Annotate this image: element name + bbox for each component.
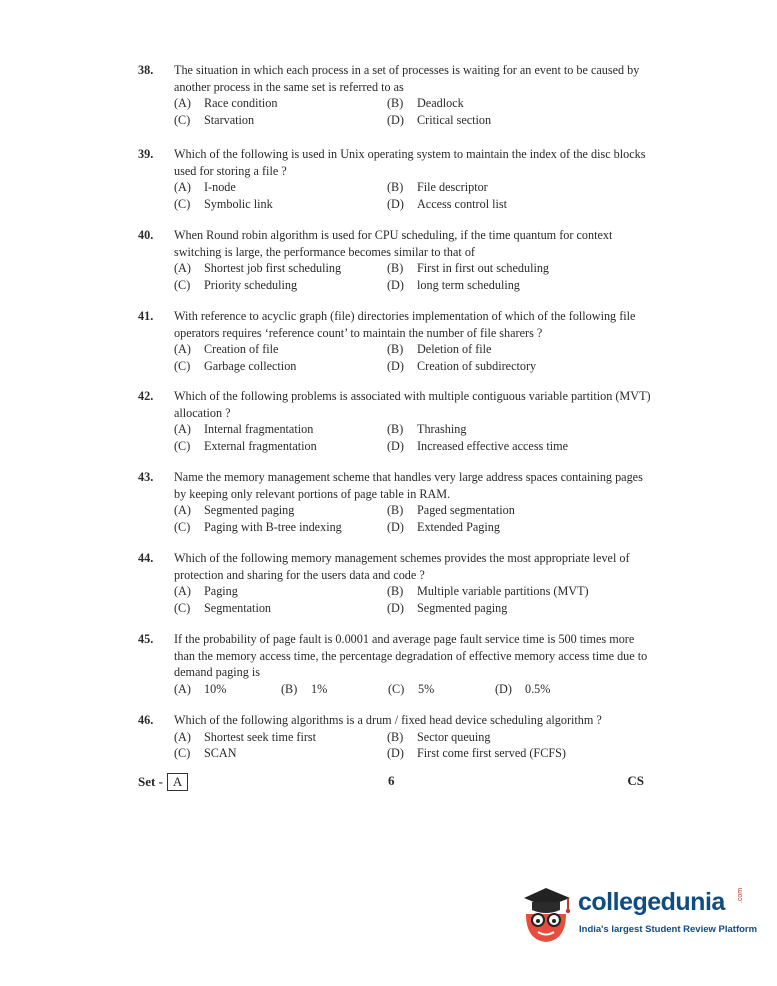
option-a: (A) Paging bbox=[174, 584, 238, 598]
option-a: (A) Creation of file bbox=[174, 342, 279, 356]
question-42 bbox=[138, 388, 653, 454]
question-stem: The situation in which each process in a set of processes is waiting for an event to be caused by another process in the same set is referred to as bbox=[174, 63, 640, 94]
option-c: (C) SCAN bbox=[174, 746, 237, 760]
option-c: (C) Symbolic link bbox=[174, 196, 273, 211]
option-d: (D) Segmented paging bbox=[387, 600, 508, 615]
question-45 bbox=[138, 631, 653, 697]
option-b: (B) Paged segmentation bbox=[387, 503, 515, 517]
options-grid bbox=[174, 502, 653, 535]
question-stem: Which of the following algorithms is a drum / fixed head device scheduling algorithm ? bbox=[174, 713, 602, 727]
option-a: (A) Race condition bbox=[174, 96, 278, 110]
set-indicator bbox=[138, 773, 188, 791]
subject-code: CS bbox=[627, 773, 644, 788]
option-b: (B) Deadlock bbox=[387, 96, 464, 110]
question-number: 41. bbox=[138, 309, 154, 323]
question-44 bbox=[138, 550, 653, 616]
option-d: (D) First come first served (FCFS) bbox=[387, 746, 566, 760]
option-d: (D) long term scheduling bbox=[387, 277, 520, 292]
question-stem: Which of the following memory management schemes provides the most appropriate level of protection and sharing for the users data and code ? bbox=[174, 551, 630, 582]
option-c: (C) Priority scheduling bbox=[174, 277, 298, 292]
question-41 bbox=[138, 308, 653, 374]
question-stem: When Round robin algorithm is used for CPU scheduling, if the time quantum for context switching is large, the performance becomes similar to that of bbox=[174, 228, 613, 259]
options-row bbox=[174, 681, 653, 698]
page-number: 6 bbox=[388, 773, 395, 788]
question-40 bbox=[138, 227, 653, 293]
options-grid bbox=[174, 583, 653, 616]
question-stem: Which of the following problems is associated with multiple contiguous variable partition (MVT) allocation ? bbox=[174, 389, 651, 420]
question-number: 44. bbox=[138, 551, 154, 565]
option-a: (A) 10% bbox=[174, 681, 227, 696]
question-stem: With reference to acyclic graph (file) directories implementation of which of the following file operators requires ‘reference count’ to maintain the number of file sharers ? bbox=[174, 309, 636, 340]
option-c: (C) Starvation bbox=[174, 112, 255, 127]
option-d: (D) Access control list bbox=[387, 196, 508, 211]
question-number: 46. bbox=[138, 713, 154, 727]
option-b: (B) Deletion of file bbox=[387, 342, 492, 356]
option-d: (D) Increased effective access time bbox=[387, 438, 569, 453]
option-b: (B) Thrashing bbox=[387, 422, 467, 436]
question-stem: If the probability of page fault is 0.0001 and average page fault service time is 500 times more than the memory access time, the percentage degradation of effective memory access time due to demand paging is bbox=[174, 632, 648, 679]
option-d: (D) Extended Paging bbox=[387, 519, 500, 534]
option-c: (C) Garbage collection bbox=[174, 358, 297, 373]
question-number: 45. bbox=[138, 632, 154, 646]
option-c: (C) External fragmentation bbox=[174, 438, 317, 453]
option-c: (C) Paging with B-tree indexing bbox=[174, 519, 342, 534]
options-grid bbox=[174, 729, 653, 762]
option-d: (D) Creation of subdirectory bbox=[387, 358, 537, 373]
brand-domain: .com bbox=[737, 887, 745, 904]
set-label: Set - bbox=[138, 774, 163, 789]
question-number: 40. bbox=[138, 228, 154, 242]
options-grid bbox=[174, 179, 653, 212]
question-number: 43. bbox=[138, 470, 154, 484]
question-number: 42. bbox=[138, 389, 154, 403]
question-number: 39. bbox=[138, 147, 154, 161]
brand-name: collegedunia bbox=[578, 888, 725, 916]
option-a: (A) Internal fragmentation bbox=[174, 422, 314, 436]
question-39 bbox=[138, 146, 653, 212]
option-a: (A) I-node bbox=[174, 180, 236, 194]
collegedunia-logo bbox=[518, 880, 758, 950]
option-a: (A) Shortest seek time first bbox=[174, 729, 317, 744]
question-38 bbox=[138, 62, 653, 128]
question-stem: Name the memory management scheme that handles very large address spaces containing pages by keeping only relevant portions of page table in RAM. bbox=[174, 470, 643, 501]
question-number: 38. bbox=[138, 63, 154, 77]
options-grid bbox=[174, 260, 653, 293]
brand-tagline: India's largest Student Review Platform bbox=[579, 924, 758, 935]
option-c: (C) 5% bbox=[388, 681, 435, 696]
option-b: (B) Sector queuing bbox=[387, 729, 491, 744]
option-b: (B) 1% bbox=[281, 681, 328, 696]
question-46 bbox=[138, 712, 653, 762]
question-stem: Which of the following is used in Unix operating system to maintain the index of the disc blocks used for storing a file ? bbox=[174, 147, 646, 178]
set-box: A bbox=[167, 773, 188, 791]
option-c: (C) Segmentation bbox=[174, 600, 272, 615]
option-b: (B) File descriptor bbox=[387, 180, 488, 194]
mascot-icon bbox=[518, 880, 576, 950]
options-grid bbox=[174, 95, 653, 128]
option-b: (B) First in first out scheduling bbox=[387, 261, 550, 275]
options-grid bbox=[174, 421, 653, 454]
option-d: (D) Critical section bbox=[387, 112, 492, 127]
options-grid bbox=[174, 341, 653, 374]
question-43 bbox=[138, 469, 653, 535]
option-d: (D) 0.5% bbox=[495, 681, 551, 696]
option-a: (A) Shortest job first scheduling bbox=[174, 261, 342, 275]
option-b: (B) Multiple variable partitions (MVT) bbox=[387, 584, 589, 598]
option-a: (A) Segmented paging bbox=[174, 503, 295, 517]
